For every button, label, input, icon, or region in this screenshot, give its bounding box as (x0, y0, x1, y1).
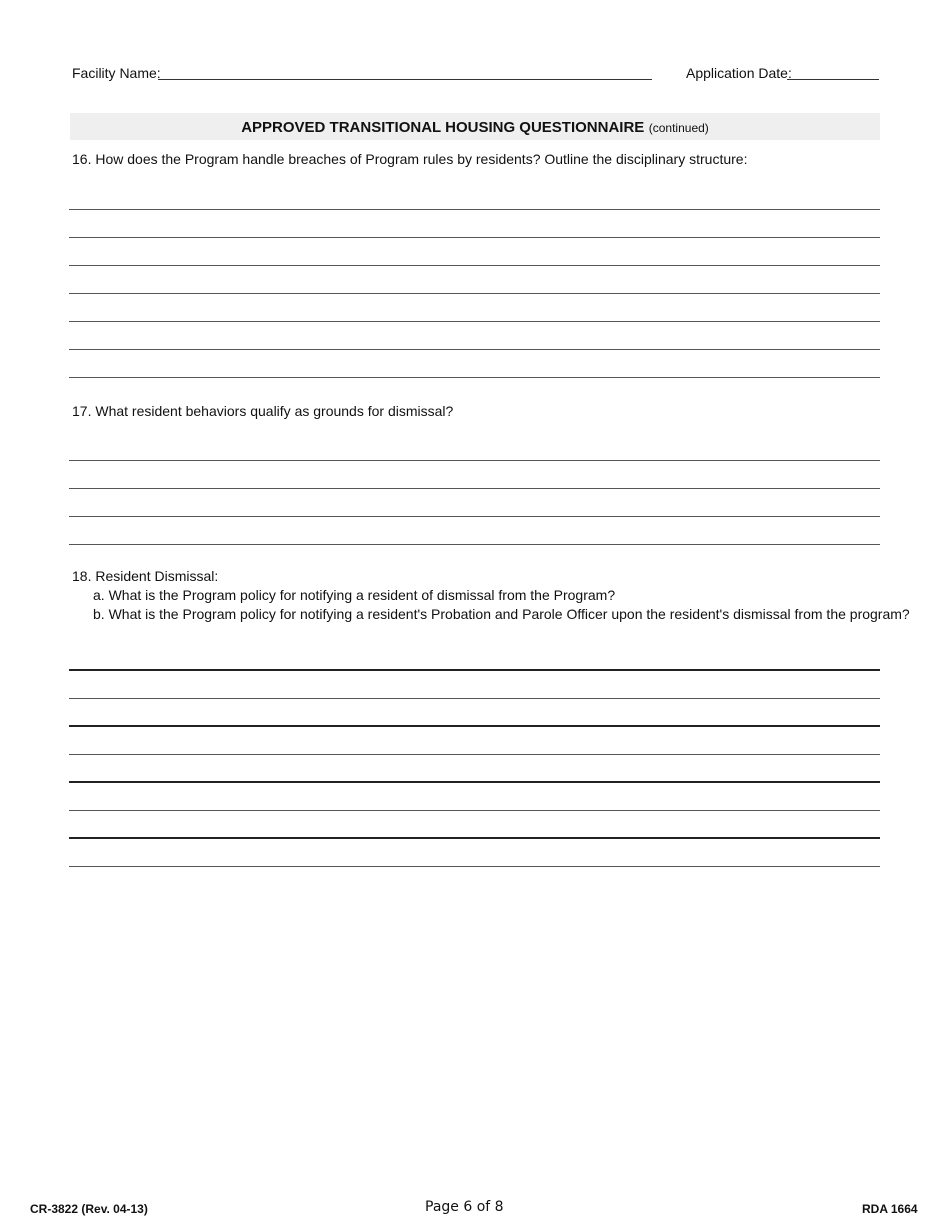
answer-line-16[interactable] (69, 209, 880, 210)
answer-line-16[interactable] (69, 349, 880, 350)
answer-line-18[interactable] (69, 725, 880, 727)
question-17: 17. What resident behaviors qualify as grounds for dismissal? (72, 403, 454, 419)
page-number: Page 6 of 8 (425, 1199, 504, 1215)
facility-name-field[interactable] (158, 62, 652, 80)
answer-line-17[interactable] (69, 460, 880, 461)
answer-line-18[interactable] (69, 866, 880, 867)
facility-name-label: Facility Name: (72, 65, 161, 81)
answer-line-18[interactable] (69, 754, 880, 755)
answer-line-18[interactable] (69, 810, 880, 811)
answer-line-18[interactable] (69, 837, 880, 839)
application-date-label: Application Date: (686, 65, 792, 81)
page-title (70, 113, 880, 140)
title-sub: (continued) (648, 121, 709, 135)
answer-line-17[interactable] (69, 516, 880, 517)
question-18b: b. What is the Program policy for notifying a resident's Probation and Parole Officer upon the resident's dismissal from the program? (93, 606, 910, 622)
rda-number: RDA 1664 (862, 1202, 918, 1216)
answer-line-17[interactable] (69, 544, 880, 545)
application-date-field[interactable] (787, 62, 879, 80)
title-main: APPROVED TRANSITIONAL HOUSING QUESTIONNAIRE (241, 119, 645, 136)
answer-line-16[interactable] (69, 293, 880, 294)
answer-line-18[interactable] (69, 781, 880, 783)
answer-line-16[interactable] (69, 265, 880, 266)
answer-line-18[interactable] (69, 669, 880, 671)
answer-line-18[interactable] (69, 698, 880, 699)
answer-line-17[interactable] (69, 488, 880, 489)
question-16: 16. How does the Program handle breaches of Program rules by residents? Outline the disciplinary structure: (72, 151, 748, 167)
form-id: CR-3822 (Rev. 04-13) (30, 1202, 148, 1216)
question-18a: a. What is the Program policy for notifying a resident of dismissal from the Program? (93, 587, 616, 603)
answer-line-16[interactable] (69, 321, 880, 322)
answer-line-16[interactable] (69, 377, 880, 378)
answer-line-16[interactable] (69, 237, 880, 238)
question-18: 18. Resident Dismissal: (72, 568, 219, 584)
